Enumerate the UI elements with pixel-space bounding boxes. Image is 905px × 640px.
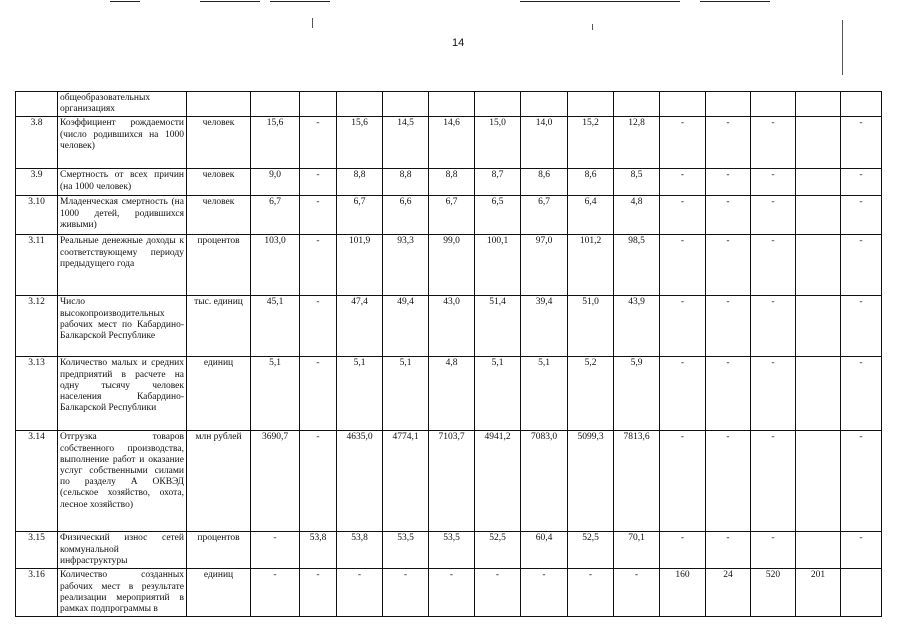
value-cell: 3690,7 (251, 431, 300, 532)
row-number: 3.11 (16, 235, 58, 296)
table-row (16, 92, 882, 117)
value-cell: - (251, 532, 300, 569)
value-cell: 520 (751, 569, 796, 617)
unit: единиц (187, 569, 251, 617)
table-row (16, 196, 882, 235)
value-cell: - (337, 569, 383, 617)
table-row (16, 296, 882, 357)
value-cell: - (251, 569, 300, 617)
unit: человек (187, 117, 251, 169)
indicator-name: Количество малых и средних предприятий в расчете на одну тысячу человек населения Кабардино-Балкарской Республики (58, 357, 187, 431)
value-cell: - (751, 235, 796, 296)
value-cell: 8,6 (521, 169, 568, 196)
value-cell: 101,2 (568, 235, 614, 296)
value-cell: - (841, 117, 882, 169)
value-cell: 93,3 (383, 235, 429, 296)
unit: млн рублей (187, 431, 251, 532)
value-cell: - (475, 569, 521, 617)
value-cell: - (706, 235, 751, 296)
value-cell: - (383, 569, 429, 617)
value-cell: 24 (706, 569, 751, 617)
row-number: 3.14 (16, 431, 58, 532)
value-cell: 52,5 (475, 532, 521, 569)
row-number: 3.12 (16, 296, 58, 357)
indicator-name: Количество созданных рабочих мест в результате реализации мероприятий в рамках подпрограммы в (58, 569, 187, 617)
value-cell: - (751, 196, 796, 235)
scan-line (700, 1, 770, 2)
value-cell: - (660, 169, 706, 196)
value-cell: 5,2 (568, 357, 614, 431)
value-cell: 103,0 (251, 235, 300, 296)
value-cell: 8,8 (337, 169, 383, 196)
value-cell: 15,0 (475, 117, 521, 169)
value-cell: 5,1 (521, 357, 568, 431)
value-cell: 99,0 (429, 235, 475, 296)
value-cell: 53,8 (300, 532, 337, 569)
value-cell: 5,9 (614, 357, 660, 431)
value-cell: - (300, 117, 337, 169)
value-cell: 70,1 (614, 532, 660, 569)
value-cell: 12,8 (614, 117, 660, 169)
value-cell: 101,9 (337, 235, 383, 296)
value-cell: 45,1 (251, 296, 300, 357)
indicator-name: Отгрузка товаров собственного производства, выполнение работ и оказание услуг собственными силами по разделу А ОКВЭД (сельское хозяйство, охота, лесное хозяйство) (58, 431, 187, 532)
value-cell: 4,8 (429, 357, 475, 431)
value-cell: 6,7 (251, 196, 300, 235)
value-cell (475, 92, 521, 117)
value-cell (429, 92, 475, 117)
value-cell: 49,4 (383, 296, 429, 357)
value-cell: - (568, 569, 614, 617)
value-cell: - (660, 196, 706, 235)
value-cell: 100,1 (475, 235, 521, 296)
value-cell: - (706, 196, 751, 235)
value-cell: - (660, 532, 706, 569)
value-cell (251, 92, 300, 117)
value-cell: 8,8 (383, 169, 429, 196)
value-cell: 51,0 (568, 296, 614, 357)
table-row (16, 117, 882, 169)
table-row (16, 431, 882, 532)
value-cell: 7103,7 (429, 431, 475, 532)
value-cell: 201 (796, 569, 841, 617)
value-cell: 5,1 (475, 357, 521, 431)
value-cell: 53,5 (383, 532, 429, 569)
scan-tick (592, 24, 593, 30)
value-cell: 4941,2 (475, 431, 521, 532)
row-number: 3.16 (16, 569, 58, 617)
indicator-name: общеобразовательных организациях (58, 92, 187, 117)
value-cell: 5,1 (337, 357, 383, 431)
value-cell (796, 532, 841, 569)
unit: процентов (187, 235, 251, 296)
value-cell: - (660, 296, 706, 357)
value-cell: 6,7 (521, 196, 568, 235)
value-cell: 15,6 (337, 117, 383, 169)
value-cell (841, 92, 882, 117)
value-cell: 14,6 (429, 117, 475, 169)
value-cell: 47,4 (337, 296, 383, 357)
table-row (16, 235, 882, 296)
value-cell: - (614, 569, 660, 617)
value-cell (796, 169, 841, 196)
indicator-name: Физический износ сетей коммунальной инфраструктуры (58, 532, 187, 569)
value-cell: - (300, 296, 337, 357)
value-cell: - (429, 569, 475, 617)
value-cell: 15,6 (251, 117, 300, 169)
value-cell: 160 (660, 569, 706, 617)
value-cell: 8,8 (429, 169, 475, 196)
value-cell (660, 92, 706, 117)
table-row (16, 169, 882, 196)
unit: процентов (187, 532, 251, 569)
value-cell: - (706, 169, 751, 196)
indicators-table (15, 91, 882, 617)
value-cell: 39,4 (521, 296, 568, 357)
value-cell: 43,9 (614, 296, 660, 357)
value-cell: - (300, 357, 337, 431)
value-cell: 6,7 (337, 196, 383, 235)
value-cell (337, 92, 383, 117)
value-cell: - (841, 357, 882, 431)
value-cell: - (841, 169, 882, 196)
value-cell: - (841, 431, 882, 532)
value-cell: 14,5 (383, 117, 429, 169)
value-cell: 43,0 (429, 296, 475, 357)
value-cell (796, 92, 841, 117)
value-cell: - (660, 235, 706, 296)
value-cell: 53,5 (429, 532, 475, 569)
value-cell: - (751, 117, 796, 169)
value-cell: - (841, 532, 882, 569)
value-cell (383, 92, 429, 117)
value-cell: 60,4 (521, 532, 568, 569)
value-cell: 6,5 (475, 196, 521, 235)
row-number: 3.13 (16, 357, 58, 431)
value-cell: - (300, 431, 337, 532)
scan-tick (842, 20, 843, 75)
value-cell: 4,8 (614, 196, 660, 235)
value-cell (568, 92, 614, 117)
value-cell: 53,8 (337, 532, 383, 569)
value-cell (796, 357, 841, 431)
value-cell: - (706, 117, 751, 169)
value-cell: 8,7 (475, 169, 521, 196)
value-cell: 14,0 (521, 117, 568, 169)
indicator-name: Реальные денежные доходы к соответствующему периоду предыдущего года (58, 235, 187, 296)
value-cell (796, 431, 841, 532)
value-cell: - (300, 169, 337, 196)
value-cell: 8,5 (614, 169, 660, 196)
value-cell (521, 92, 568, 117)
table-row (16, 532, 882, 569)
value-cell: 15,2 (568, 117, 614, 169)
scan-line (270, 1, 330, 2)
value-cell: 8,6 (568, 169, 614, 196)
value-cell: 98,5 (614, 235, 660, 296)
row-number: 3.15 (16, 532, 58, 569)
value-cell: - (521, 569, 568, 617)
value-cell (706, 92, 751, 117)
value-cell: - (660, 431, 706, 532)
value-cell: 4635,0 (337, 431, 383, 532)
indicator-name: Число высокопроизводительных рабочих мест по Кабардино-Балкарской Республике (58, 296, 187, 357)
unit: единиц (187, 357, 251, 431)
unit: тыс. единиц (187, 296, 251, 357)
page-number: 14 (452, 37, 465, 49)
value-cell: 6,4 (568, 196, 614, 235)
value-cell: - (706, 532, 751, 569)
value-cell: - (751, 532, 796, 569)
value-cell: - (751, 431, 796, 532)
value-cell (796, 117, 841, 169)
scan-line (110, 1, 140, 2)
value-cell: - (841, 296, 882, 357)
value-cell: - (660, 117, 706, 169)
value-cell: 5,1 (383, 357, 429, 431)
value-cell: - (751, 296, 796, 357)
value-cell: 7083,0 (521, 431, 568, 532)
scan-line (520, 1, 680, 2)
table-row (16, 569, 882, 617)
value-cell: 9,0 (251, 169, 300, 196)
value-cell: 5099,3 (568, 431, 614, 532)
row-number: 3.8 (16, 117, 58, 169)
value-cell (751, 92, 796, 117)
indicator-name: Коэффициент рождаемости (число родившихся на 1000 человек) (58, 117, 187, 169)
value-cell (841, 569, 882, 617)
value-cell: 6,6 (383, 196, 429, 235)
value-cell: - (841, 235, 882, 296)
value-cell: 4774,1 (383, 431, 429, 532)
value-cell: - (300, 196, 337, 235)
scan-tick (312, 18, 313, 28)
indicator-name: Младенческая смертность (на 1000 детей, родившихся живыми) (58, 196, 187, 235)
value-cell (796, 296, 841, 357)
unit: человек (187, 169, 251, 196)
value-cell: - (841, 196, 882, 235)
row-number (16, 92, 58, 117)
value-cell: - (751, 357, 796, 431)
unit: человек (187, 196, 251, 235)
value-cell: 6,7 (429, 196, 475, 235)
value-cell (796, 235, 841, 296)
value-cell (614, 92, 660, 117)
unit (187, 92, 251, 117)
value-cell: - (751, 169, 796, 196)
value-cell: 51,4 (475, 296, 521, 357)
value-cell (796, 196, 841, 235)
value-cell: - (300, 569, 337, 617)
value-cell: - (706, 296, 751, 357)
value-cell: 7813,6 (614, 431, 660, 532)
indicator-name: Смертность от всех причин (на 1000 человек) (58, 169, 187, 196)
scan-line (200, 1, 260, 2)
value-cell: - (660, 357, 706, 431)
table-row (16, 357, 882, 431)
value-cell: 5,1 (251, 357, 300, 431)
value-cell: - (706, 357, 751, 431)
row-number: 3.10 (16, 196, 58, 235)
value-cell: 52,5 (568, 532, 614, 569)
value-cell (300, 92, 337, 117)
value-cell: - (300, 235, 337, 296)
value-cell: - (706, 431, 751, 532)
value-cell: 97,0 (521, 235, 568, 296)
row-number: 3.9 (16, 169, 58, 196)
